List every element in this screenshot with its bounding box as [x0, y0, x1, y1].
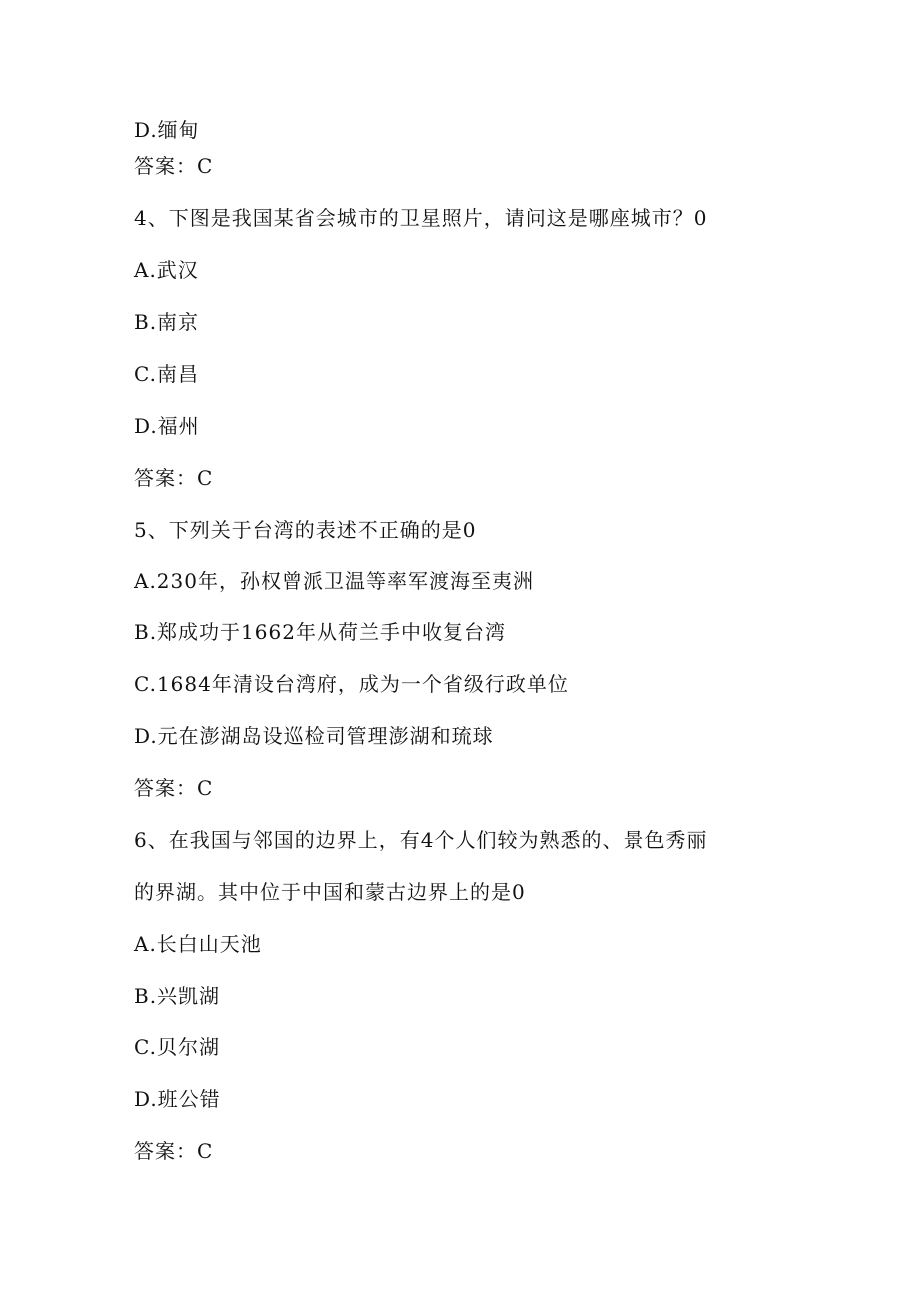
q6-answer: 答案：C: [134, 1139, 214, 1163]
q4-option-a: A.武汉: [134, 258, 199, 282]
q6-option-b: B.兴凯湖: [134, 984, 221, 1008]
q4-option-d: D.福州: [134, 414, 200, 438]
q5-answer: 答案：C: [134, 776, 214, 800]
q6-question-line2: 的界湖。其中位于中国和蒙古边界上的是0: [134, 880, 526, 904]
q5-option-a: A.230年，孙权曾派卫温等率军渡海至夷洲: [134, 569, 534, 593]
q3-answer: 答案：C: [134, 154, 214, 178]
q5-question: 5、下列关于台湾的表述不正确的是0: [134, 518, 477, 542]
q5-option-b: B.郑成功于1662年从荷兰手中收复台湾: [134, 620, 506, 644]
q6-option-c: C.贝尔湖: [134, 1035, 220, 1059]
q6-question-line1: 6、在我国与邻国的边界上，有4个人们较为熟悉的、景色秀丽: [134, 828, 708, 852]
q4-answer: 答案：C: [134, 466, 214, 490]
q5-option-c: C.1684年清设台湾府，成为一个省级行政单位: [134, 672, 569, 696]
q5-option-d: D.元在澎湖岛设巡检司管理澎湖和琉球: [134, 724, 494, 748]
q3-option-d: D.缅甸: [134, 118, 200, 142]
q4-option-c: C.南昌: [134, 362, 199, 386]
q6-option-a: A.长白山天池: [134, 932, 262, 956]
q4-question: 4、下图是我国某省会城市的卫星照片，请问这是哪座城市？0: [134, 206, 708, 230]
q6-option-d: D.班公错: [134, 1087, 221, 1111]
q4-option-b: B.南京: [134, 310, 200, 334]
